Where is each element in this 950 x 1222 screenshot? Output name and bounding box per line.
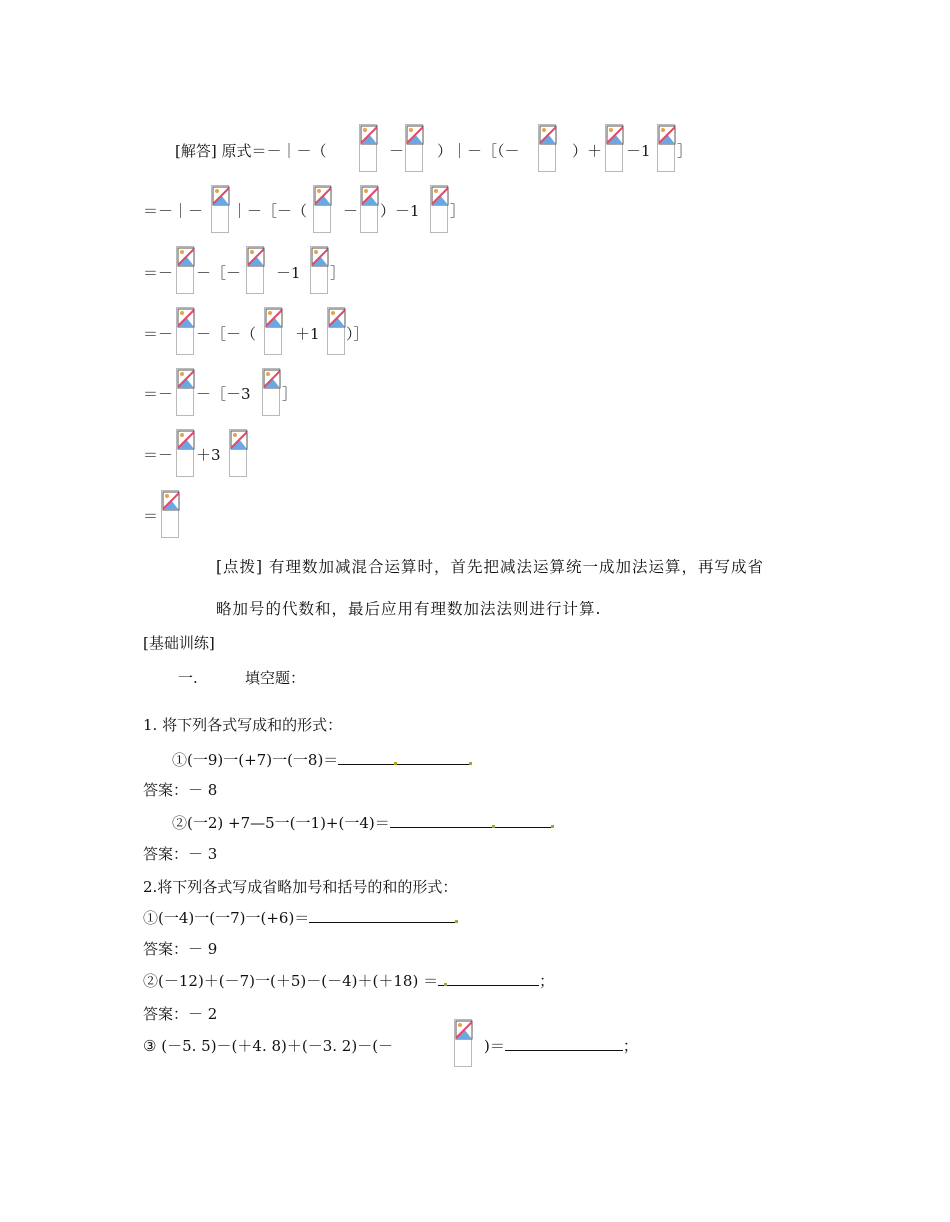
formula-text: ）＋ (572, 142, 603, 160)
broken-image-glyph (314, 186, 332, 206)
broken-image-icon (359, 124, 377, 172)
formula-text: －1 (626, 142, 651, 160)
broken-image-glyph (431, 186, 449, 206)
formula-text: －［－3 (196, 385, 251, 403)
answer-blank[interactable] (338, 750, 394, 765)
part-number: 一. (178, 669, 198, 687)
broken-image-icon (405, 124, 423, 172)
formula-text: ＋1 (295, 325, 320, 343)
answer-text: 答案：－ 9 (143, 940, 218, 958)
answer-blank[interactable] (447, 971, 539, 986)
broken-image-glyph (406, 125, 424, 145)
mark-dot (469, 762, 472, 765)
broken-image-glyph (177, 369, 195, 389)
formula-text: ＝－ (143, 385, 174, 403)
broken-image-icon (657, 124, 675, 172)
minus-sign: － (389, 142, 405, 160)
question-item: ②(－12)＋(－7)一(＋5)－(－4)＋(＋18) ＝ ； (143, 972, 555, 990)
formula-text: ］ (330, 264, 346, 282)
formula-text: ＝ (143, 507, 159, 525)
question-item: ②(一2) +7—5一(一1)+(一4)＝ (172, 812, 554, 833)
tip-text: 略加号的代数和，最后应用有理数加法法则进行计算. (216, 600, 602, 618)
broken-image-icon (605, 124, 623, 172)
question-stem: 2.将下列各式写成省略加号和括号的和的形式： (143, 878, 458, 896)
answer-blank[interactable] (505, 1036, 623, 1051)
broken-image-icon (229, 429, 247, 477)
formula-text: ＋3 (196, 446, 221, 464)
broken-image-icon (430, 185, 448, 233)
question-item-end: )＝ ； (484, 1037, 638, 1055)
broken-image-icon (176, 307, 194, 355)
broken-image-glyph (658, 125, 676, 145)
solution-line-1: [解答] 原式＝－｜－（ (175, 142, 327, 160)
broken-image-glyph (361, 186, 379, 206)
question-stem: 1. 将下列各式写成和的形式： (143, 716, 343, 734)
formula-text: ｜－［－（ (232, 202, 308, 220)
formula-text: ＝－ (143, 264, 174, 282)
section-title: [基础训练] (143, 634, 215, 652)
formula-text: －［－（ (196, 325, 257, 343)
broken-image-glyph (263, 369, 281, 389)
broken-image-icon (538, 124, 556, 172)
broken-image-glyph (606, 125, 624, 145)
broken-image-glyph (328, 308, 346, 328)
question-item: ①(一4)一(一7)一(+6)＝ (143, 907, 458, 928)
broken-image-glyph (230, 430, 248, 450)
broken-image-icon (246, 246, 264, 294)
answer-blank[interactable] (495, 813, 551, 828)
answer-text: 答案：－ 3 (143, 845, 218, 863)
formula-text: ＝－ (143, 325, 174, 343)
broken-image-icon (360, 185, 378, 233)
broken-image-glyph (360, 125, 378, 145)
answer-blank[interactable] (397, 750, 469, 765)
answer-text: 答案：－ 8 (143, 781, 218, 799)
answer-blank[interactable] (390, 813, 492, 828)
broken-image-glyph (455, 1020, 473, 1040)
formula-text: ＝－｜－ (143, 202, 204, 220)
broken-image-glyph (247, 247, 265, 267)
broken-image-glyph (539, 125, 557, 145)
mark-dot (551, 825, 554, 828)
broken-image-glyph (265, 308, 283, 328)
broken-image-icon (211, 185, 229, 233)
formula-text: ）｜－［（－ (437, 142, 520, 160)
broken-image-glyph (177, 430, 195, 450)
answer-text: 答案：－ 2 (143, 1005, 218, 1023)
broken-image-glyph (162, 491, 180, 511)
formula-text: ］ (677, 142, 693, 160)
mark-dot (455, 920, 458, 923)
broken-image-icon (161, 490, 179, 538)
answer-blank[interactable] (309, 908, 455, 923)
part-title: 填空题： (245, 669, 306, 687)
formula-text: ］ (450, 202, 466, 220)
tip-text: [点拨] 有理数加减混合运算时，首先把减法运算统一成加法运算，再写成省 (216, 558, 765, 576)
formula-text: ）－1 (380, 202, 420, 220)
broken-image-icon (176, 246, 194, 294)
broken-image-icon (176, 429, 194, 477)
broken-image-icon (176, 368, 194, 416)
formula-text: ］ (282, 385, 298, 403)
broken-image-icon (264, 307, 282, 355)
question-item: ①(一9)一(+7)一(一8)＝ (172, 749, 472, 770)
broken-image-icon (310, 246, 328, 294)
formula-text: － (343, 202, 359, 220)
broken-image-icon (262, 368, 280, 416)
broken-image-icon (327, 307, 345, 355)
formula-text: －［－ (196, 264, 242, 282)
formula-text: ＝－ (143, 446, 174, 464)
broken-image-glyph (311, 247, 329, 267)
broken-image-glyph (177, 308, 195, 328)
broken-image-icon (454, 1019, 472, 1067)
formula-text: －1 (276, 264, 301, 282)
question-item: ③ (－5. 5)－(＋4. 8)＋(－3. 2)－(－ (143, 1037, 394, 1055)
formula-text: ）］ (346, 325, 369, 343)
broken-image-glyph (177, 247, 195, 267)
broken-image-icon (313, 185, 331, 233)
broken-image-glyph (212, 186, 230, 206)
